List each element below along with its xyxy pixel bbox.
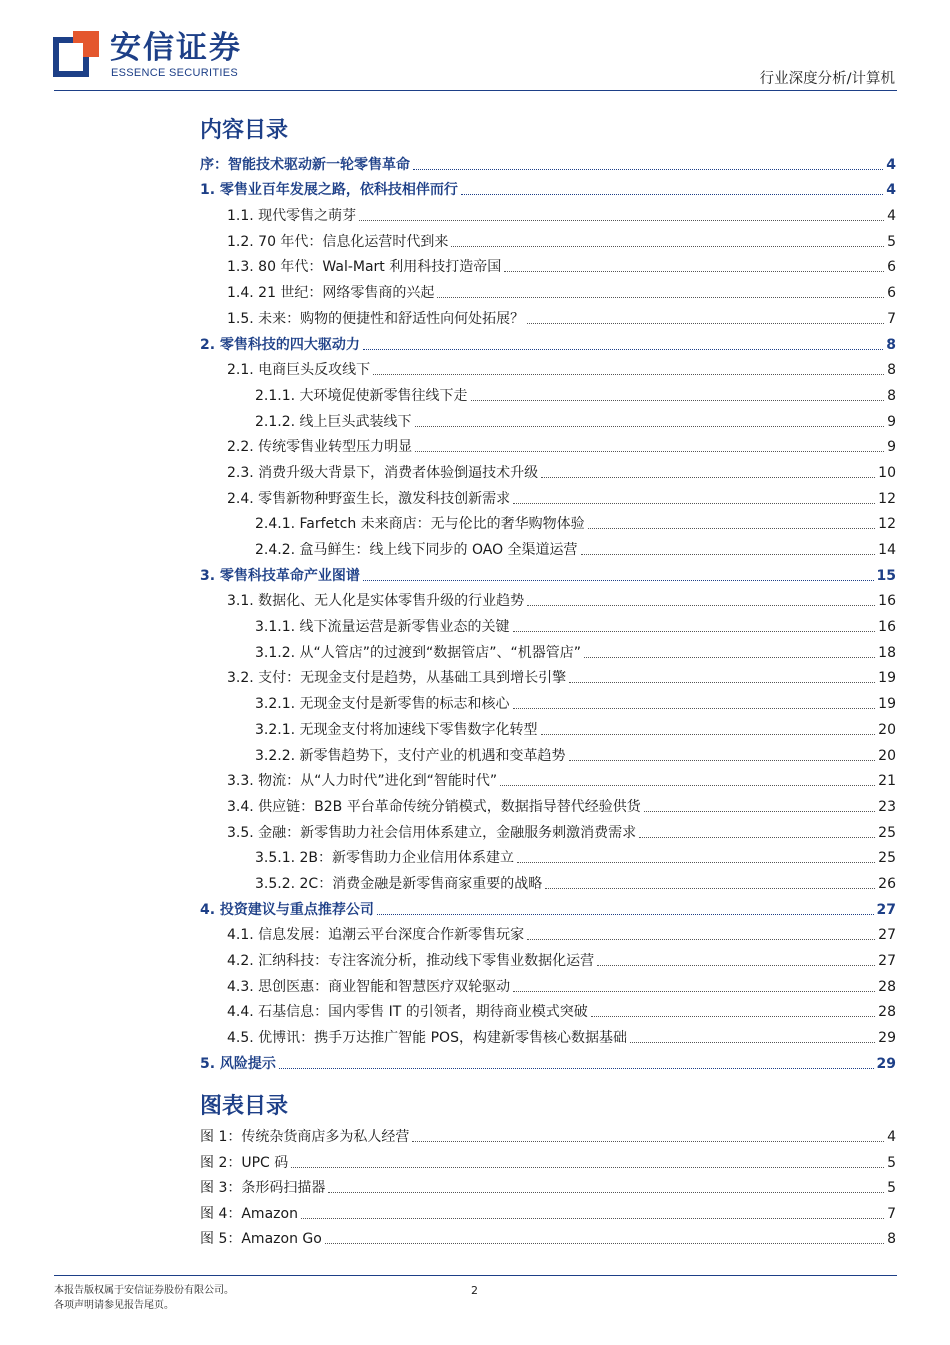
figure-entry-title: 图 3：条形码扫描器 xyxy=(200,1180,326,1197)
toc-entry[interactable] xyxy=(200,713,896,739)
toc-entry-title: 3.5.1. 2B：新零售助力企业信用体系建立 xyxy=(255,850,515,867)
toc-entry[interactable] xyxy=(200,276,896,302)
brand-name-en: ESSENCE SECURITIES xyxy=(111,67,239,79)
copyright-note: 本报告版权属于安信证券股份有限公司。 xyxy=(54,1285,234,1296)
toc-entry[interactable] xyxy=(200,996,896,1022)
toc-entry-page: 15 xyxy=(876,567,896,584)
toc-entry[interactable] xyxy=(200,328,896,354)
dot-leader xyxy=(328,1192,884,1193)
toc-entry-page: 12 xyxy=(878,516,896,533)
dot-leader xyxy=(413,169,883,170)
figure-entry[interactable] xyxy=(200,1146,896,1171)
toc-entry[interactable] xyxy=(200,559,896,585)
toc-entry-title: 1.1. 现代零售之萌芽 xyxy=(227,208,357,225)
dot-leader xyxy=(588,528,875,529)
toc-entry[interactable] xyxy=(200,533,896,559)
toc-entry-page: 29 xyxy=(876,1055,896,1072)
figure-entry-page: 7 xyxy=(887,1205,896,1222)
toc-entry-page: 4 xyxy=(886,182,896,199)
figure-entry-page: 4 xyxy=(887,1129,896,1146)
toc-entry[interactable] xyxy=(200,508,896,534)
toc-entry[interactable] xyxy=(200,662,896,688)
toc-entry[interactable] xyxy=(200,1021,896,1047)
toc-entry-title: 3.1.2. 从“人管店”的过渡到“数据管店”、“机器管店” xyxy=(255,644,582,661)
toc-entry-title: 1. 零售业百年发展之路，依科技相伴而行 xyxy=(200,182,458,199)
toc-entry-title: 3.3. 物流：从“人力时代”进化到“智能时代” xyxy=(227,773,498,790)
toc-entry[interactable] xyxy=(200,174,896,200)
toc-entry-title: 1.3. 80 年代：Wal-Mart 利用科技打造帝国 xyxy=(227,259,502,276)
toc-entry[interactable] xyxy=(200,199,896,225)
toc-entry-page: 25 xyxy=(878,850,896,867)
toc-entry-title: 3.2.1. 无现金支付将加速线下零售数字化转型 xyxy=(255,721,538,738)
toc-entry-page: 26 xyxy=(878,875,896,892)
dot-leader xyxy=(504,271,884,272)
toc-entry-title: 1.2. 70 年代：信息化运营时代到来 xyxy=(227,233,449,250)
toc-entry-title: 3.2. 支付：无现金支付是趋势，从基础工具到增长引擎 xyxy=(227,670,567,687)
toc-entry[interactable] xyxy=(200,431,896,457)
dot-leader xyxy=(359,220,884,221)
toc-entry-title: 4.1. 信息发展：追潮云平台深度合作新零售玩家 xyxy=(227,927,525,944)
dot-leader xyxy=(541,734,876,735)
dot-leader xyxy=(412,1141,884,1142)
toc-entry[interactable] xyxy=(200,919,896,945)
toc-entry-page: 20 xyxy=(878,747,896,764)
toc-entry-title: 3.2.1. 无现金支付是新零售的标志和核心 xyxy=(255,696,510,713)
dot-leader xyxy=(471,400,885,401)
toc-entry-title: 4.5. 优博讯：携手万达推广智能 POS，构建新零售核心数据基础 xyxy=(227,1030,627,1047)
dot-leader xyxy=(451,246,884,247)
toc-entry[interactable] xyxy=(200,251,896,277)
toc-entry-page: 9 xyxy=(887,413,896,430)
dot-leader xyxy=(545,888,875,889)
toc-entry-page: 9 xyxy=(887,439,896,456)
dot-leader xyxy=(513,708,876,709)
toc-entry-title: 2.4.2. 盒马鲜生：线上线下同步的 OAO 全渠道运营 xyxy=(255,542,578,558)
toc-entry-page: 12 xyxy=(878,490,896,507)
dot-leader xyxy=(500,785,875,786)
dot-leader xyxy=(291,1167,884,1168)
page-header xyxy=(0,0,950,92)
dot-leader xyxy=(541,477,875,478)
toc-entry[interactable] xyxy=(200,893,896,919)
footer-notes xyxy=(54,1283,234,1313)
toc-entry-title: 4. 投资建议与重点推荐公司 xyxy=(200,901,374,918)
toc-entry[interactable] xyxy=(200,970,896,996)
essence-logo-icon xyxy=(53,31,99,77)
toc-entry-title: 3.5. 金融：新零售助力社会信用体系建立，金融服务刺激消费需求 xyxy=(227,824,637,841)
toc-entry[interactable] xyxy=(200,739,896,765)
figure-entry-title: 图 5：Amazon Go xyxy=(200,1230,322,1247)
figure-entry-title: 图 4：Amazon xyxy=(200,1205,298,1222)
figure-entry-page: 5 xyxy=(887,1180,896,1197)
toc-entry-page: 25 xyxy=(878,824,896,841)
toc-entry[interactable] xyxy=(200,482,896,508)
toc-entry-title: 3.1.1. 线下流量运营是新零售业态的关键 xyxy=(255,619,510,636)
toc-entry[interactable] xyxy=(200,790,896,816)
dot-leader xyxy=(415,426,885,427)
toc-entry-page: 27 xyxy=(878,927,896,944)
dot-leader xyxy=(527,605,875,606)
toc-entry-page: 8 xyxy=(887,387,896,404)
dot-leader xyxy=(517,862,875,863)
dot-leader xyxy=(581,554,876,555)
toc-entry-page: 8 xyxy=(887,362,896,379)
figure-entry[interactable] xyxy=(200,1223,896,1248)
footer-divider xyxy=(54,1275,897,1276)
toc-entry-page: 7 xyxy=(887,310,896,327)
figure-entry-title: 图 1：传统杂货商店多为私人经营 xyxy=(200,1129,410,1146)
toc-entry[interactable] xyxy=(200,354,896,380)
toc-entry-page: 16 xyxy=(878,619,896,636)
toc-entry-page: 28 xyxy=(878,978,896,995)
dot-leader xyxy=(630,1042,875,1043)
toc-entry[interactable] xyxy=(200,585,896,611)
toc-entry[interactable] xyxy=(200,1047,896,1073)
toc-entry[interactable] xyxy=(200,302,896,328)
toc-entry-page: 10 xyxy=(878,464,896,481)
toc-entry-page: 20 xyxy=(878,721,896,738)
figure-entry-page: 8 xyxy=(887,1230,896,1247)
dot-leader xyxy=(597,965,875,966)
dot-leader xyxy=(363,580,874,581)
toc-entry-page: 19 xyxy=(878,670,896,687)
figure-list xyxy=(200,1121,896,1248)
toc-entry-page: 28 xyxy=(878,1004,896,1021)
toc-entry[interactable] xyxy=(200,148,896,174)
toc-entry[interactable] xyxy=(200,610,896,636)
toc-entry-title: 2.1.2. 线上巨头武装线下 xyxy=(255,413,412,430)
table-of-contents xyxy=(200,148,896,1073)
toc-entry-title: 2.1. 电商巨头反攻线下 xyxy=(227,362,371,379)
toc-entry-page: 6 xyxy=(887,285,896,302)
disclaimer-note: 各项声明请参见报告尾页。 xyxy=(54,1300,174,1311)
brand-name-cn: 安信证券 xyxy=(110,30,242,66)
toc-entry-title: 2.2. 传统零售业转型压力明显 xyxy=(227,439,413,456)
toc-entry-title: 2.4. 零售新物种野蛮生长，激发科技创新需求 xyxy=(227,490,511,507)
dot-leader xyxy=(301,1218,884,1219)
toc-entry[interactable] xyxy=(200,765,896,791)
dot-leader xyxy=(373,374,884,375)
toc-entry[interactable] xyxy=(200,225,896,251)
toc-entry-title: 3.5.2. 2C：消费金融是新零售商家重要的战略 xyxy=(255,875,543,892)
dot-leader xyxy=(437,297,884,298)
dot-leader xyxy=(513,991,875,992)
figure-entry[interactable] xyxy=(200,1172,896,1197)
toc-entry-title: 3.2.2. 新零售趋势下，支付产业的机遇和变革趋势 xyxy=(255,747,566,764)
dot-leader xyxy=(584,657,875,658)
dot-leader xyxy=(644,811,875,812)
toc-entry-title: 2.1.1. 大环境促使新零售往线下走 xyxy=(255,387,468,404)
dot-leader xyxy=(279,1068,874,1069)
figure-entry-page: 5 xyxy=(887,1154,896,1171)
dot-leader xyxy=(513,631,876,632)
dot-leader xyxy=(415,451,884,452)
report-type: 行业深度分析/计算机 xyxy=(759,71,895,87)
figures-title: 图表目录 xyxy=(200,1094,289,1119)
toc-entry-page: 8 xyxy=(886,336,896,353)
dot-leader xyxy=(569,682,875,683)
toc-entry-page: 21 xyxy=(878,773,896,790)
dot-leader xyxy=(569,760,876,761)
toc-entry-title: 4.3. 思创医惠：商业智能和智慧医疗双轮驱动 xyxy=(227,978,511,995)
toc-entry-title: 3.1. 数据化、无人化是实体零售升级的行业趋势 xyxy=(227,593,525,610)
toc-entry-page: 19 xyxy=(878,696,896,713)
toc-entry-title: 2.3. 消费升级大背景下，消费者体验倒逼技术升级 xyxy=(227,464,539,481)
toc-entry-title: 1.4. 21 世纪：网络零售商的兴起 xyxy=(227,285,435,302)
toc-entry-title: 3.4. 供应链：B2B 平台革命传统分销模式，数据指导替代经验供货 xyxy=(227,798,641,815)
toc-entry-page: 27 xyxy=(878,953,896,969)
dot-leader xyxy=(527,939,875,940)
toc-entry[interactable] xyxy=(200,842,896,868)
toc-entry[interactable] xyxy=(200,687,896,713)
toc-entry-title: 2. 零售科技的四大驱动力 xyxy=(200,336,360,353)
toc-entry-page: 14 xyxy=(878,542,896,558)
figure-entry-title: 图 2：UPC 码 xyxy=(200,1154,289,1171)
toc-entry[interactable] xyxy=(200,636,896,662)
toc-entry-title: 3. 零售科技革命产业图谱 xyxy=(200,567,360,584)
toc-entry[interactable] xyxy=(200,405,896,431)
dot-leader xyxy=(527,323,884,324)
header-divider xyxy=(54,90,897,91)
toc-entry-title: 序：智能技术驱动新一轮零售革命 xyxy=(200,156,410,173)
toc-entry[interactable] xyxy=(200,867,896,893)
toc-entry-page: 18 xyxy=(878,644,896,661)
toc-entry[interactable] xyxy=(200,944,896,970)
toc-entry[interactable] xyxy=(200,816,896,842)
dot-leader xyxy=(363,349,883,350)
toc-entry-title: 4.2. 汇纳科技：专注客流分析，推动线下零售业数据化运营 xyxy=(227,953,595,969)
dot-leader xyxy=(377,914,874,915)
dot-leader xyxy=(513,503,875,504)
figure-entry[interactable] xyxy=(200,1121,896,1146)
figure-entry[interactable] xyxy=(200,1197,896,1222)
dot-leader xyxy=(639,837,875,838)
toc-entry-title: 2.4.1. Farfetch 未来商店：无与伦比的奢华购物体验 xyxy=(255,516,585,533)
toc-entry-title: 5. 风险提示 xyxy=(200,1055,276,1072)
toc-entry-title: 4.4. 石基信息：国内零售 IT 的引领者，期待商业模式突破 xyxy=(227,1004,588,1021)
toc-entry-title: 1.5. 未来：购物的便捷性和舒适性向何处拓展？ xyxy=(227,310,525,327)
toc-title: 内容目录 xyxy=(200,118,289,143)
toc-entry-page: 29 xyxy=(878,1030,896,1047)
dot-leader xyxy=(325,1243,884,1244)
toc-entry[interactable] xyxy=(200,379,896,405)
toc-entry-page: 27 xyxy=(876,901,896,918)
toc-entry-page: 4 xyxy=(887,208,896,225)
page-number: 2 xyxy=(471,1284,478,1297)
toc-entry[interactable] xyxy=(200,456,896,482)
toc-entry-page: 23 xyxy=(878,798,896,815)
toc-entry-page: 6 xyxy=(887,259,896,276)
toc-entry-page: 5 xyxy=(887,233,896,250)
dot-leader xyxy=(461,194,883,195)
dot-leader xyxy=(591,1016,875,1017)
toc-entry-page: 16 xyxy=(878,593,896,610)
toc-entry-page: 4 xyxy=(886,156,896,173)
